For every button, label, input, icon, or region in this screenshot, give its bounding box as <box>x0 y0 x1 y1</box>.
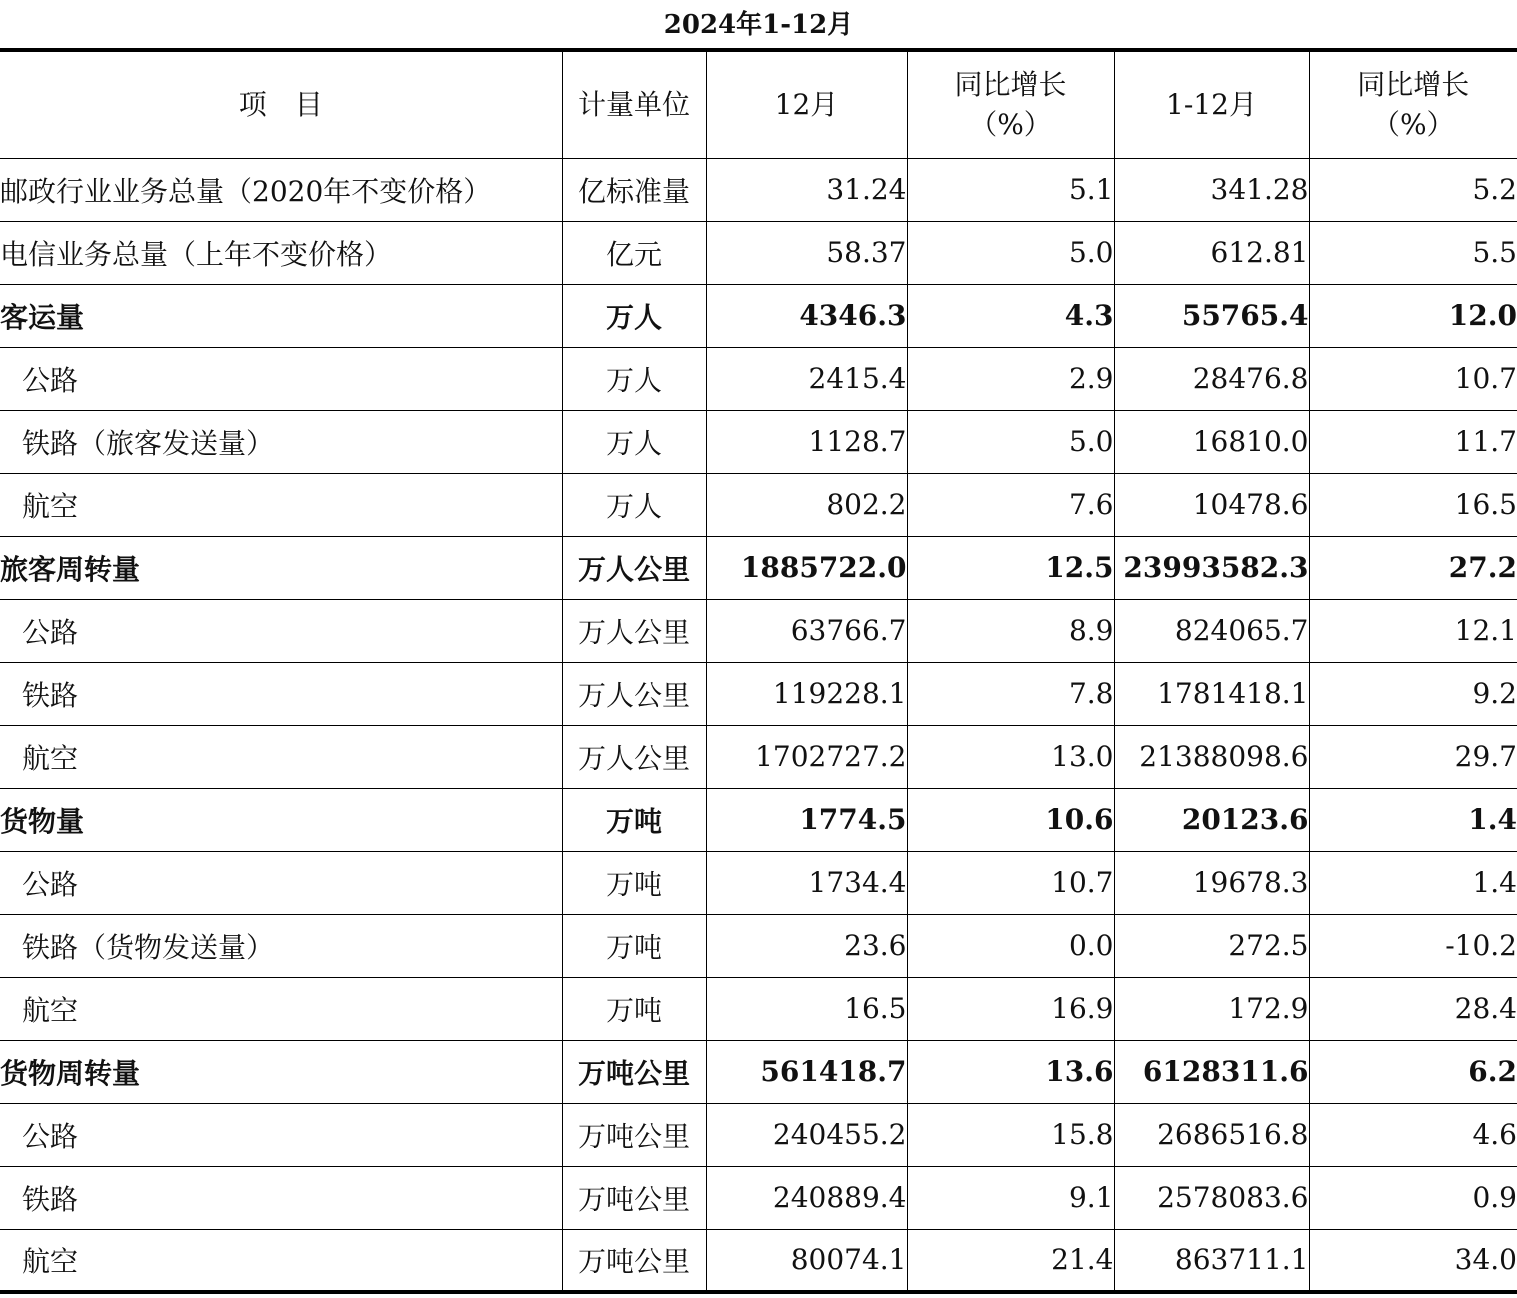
cell-dec: 240455.2 <box>706 1103 907 1166</box>
cell-unit: 万人 <box>562 473 706 536</box>
cell-ytd-yoy: 28.4 <box>1309 977 1517 1040</box>
cell-item: 邮政行业业务总量（2020年不变价格） <box>0 158 562 221</box>
cell-item: 铁路 <box>0 1166 562 1229</box>
cell-unit: 万吨公里 <box>562 1040 706 1103</box>
cell-unit: 万吨 <box>562 788 706 851</box>
cell-dec-yoy: 16.9 <box>907 977 1114 1040</box>
cell-ytd-yoy: 9.2 <box>1309 662 1517 725</box>
cell-unit: 万吨 <box>562 977 706 1040</box>
cell-ytd-yoy: 12.1 <box>1309 599 1517 662</box>
cell-ytd: 863711.1 <box>1114 1229 1309 1292</box>
cell-ytd-yoy: 6.2 <box>1309 1040 1517 1103</box>
cell-ytd: 19678.3 <box>1114 851 1309 914</box>
header-ytd-yoy-line1: 同比增长 <box>1357 67 1470 101</box>
cell-item: 铁路（货物发送量） <box>0 914 562 977</box>
cell-ytd-yoy: 34.0 <box>1309 1229 1517 1292</box>
cell-dec-yoy: 12.5 <box>907 536 1114 599</box>
table-row <box>0 977 1517 1040</box>
cell-dec: 240889.4 <box>706 1166 907 1229</box>
table-row <box>0 473 1517 536</box>
cell-item: 航空 <box>0 1229 562 1292</box>
cell-ytd: 2686516.8 <box>1114 1103 1309 1166</box>
cell-dec-yoy: 15.8 <box>907 1103 1114 1166</box>
cell-unit: 万人 <box>562 347 706 410</box>
table-row <box>0 1166 1517 1229</box>
header-dec-yoy-line2: （%） <box>969 107 1052 141</box>
cell-ytd: 10478.6 <box>1114 473 1309 536</box>
cell-dec-yoy: 8.9 <box>907 599 1114 662</box>
cell-ytd-yoy: 12.0 <box>1309 284 1517 347</box>
cell-dec: 23.6 <box>706 914 907 977</box>
cell-ytd-yoy: -10.2 <box>1309 914 1517 977</box>
cell-dec-yoy: 13.0 <box>907 725 1114 788</box>
cell-ytd: 6128311.6 <box>1114 1040 1309 1103</box>
cell-ytd: 55765.4 <box>1114 284 1309 347</box>
header-dec-yoy <box>907 50 1114 158</box>
statistics-table <box>0 48 1517 1294</box>
cell-ytd: 824065.7 <box>1114 599 1309 662</box>
cell-dec: 63766.7 <box>706 599 907 662</box>
cell-dec: 1702727.2 <box>706 725 907 788</box>
cell-ytd: 612.81 <box>1114 221 1309 284</box>
cell-item: 电信业务总量（上年不变价格） <box>0 221 562 284</box>
cell-ytd: 20123.6 <box>1114 788 1309 851</box>
table-row <box>0 725 1517 788</box>
table-row <box>0 536 1517 599</box>
cell-dec: 16.5 <box>706 977 907 1040</box>
cell-item: 铁路 <box>0 662 562 725</box>
cell-ytd-yoy: 10.7 <box>1309 347 1517 410</box>
cell-ytd-yoy: 5.5 <box>1309 221 1517 284</box>
header-dec <box>706 50 907 158</box>
cell-dec-yoy: 21.4 <box>907 1229 1114 1292</box>
cell-ytd-yoy: 16.5 <box>1309 473 1517 536</box>
cell-item: 航空 <box>0 725 562 788</box>
cell-dec-yoy: 2.9 <box>907 347 1114 410</box>
header-dec-label: 12月 <box>774 87 839 121</box>
cell-dec-yoy: 5.0 <box>907 221 1114 284</box>
cell-ytd: 341.28 <box>1114 158 1309 221</box>
cell-dec-yoy: 7.6 <box>907 473 1114 536</box>
cell-dec: 119228.1 <box>706 662 907 725</box>
cell-dec-yoy: 10.6 <box>907 788 1114 851</box>
table-row <box>0 599 1517 662</box>
header-item <box>0 50 562 158</box>
cell-dec-yoy: 0.0 <box>907 914 1114 977</box>
cell-ytd-yoy: 27.2 <box>1309 536 1517 599</box>
header-ytd <box>1114 50 1309 158</box>
table-row <box>0 1103 1517 1166</box>
cell-unit: 万吨公里 <box>562 1229 706 1292</box>
cell-dec: 31.24 <box>706 158 907 221</box>
table-row <box>0 158 1517 221</box>
cell-unit: 万吨公里 <box>562 1166 706 1229</box>
table-row <box>0 221 1517 284</box>
cell-ytd-yoy: 1.4 <box>1309 788 1517 851</box>
cell-unit: 亿标准量 <box>562 158 706 221</box>
cell-dec: 561418.7 <box>706 1040 907 1103</box>
table-row <box>0 1040 1517 1103</box>
cell-unit: 万吨公里 <box>562 1103 706 1166</box>
table-caption: 2024年1-12月 <box>663 10 854 40</box>
cell-ytd-yoy: 1.4 <box>1309 851 1517 914</box>
cell-ytd: 172.9 <box>1114 977 1309 1040</box>
cell-item: 公路 <box>0 599 562 662</box>
cell-ytd-yoy: 0.9 <box>1309 1166 1517 1229</box>
cell-item: 铁路（旅客发送量） <box>0 410 562 473</box>
table-row <box>0 914 1517 977</box>
cell-dec: 80074.1 <box>706 1229 907 1292</box>
cell-unit: 万人 <box>562 410 706 473</box>
table-header <box>0 50 1517 158</box>
cell-ytd-yoy: 11.7 <box>1309 410 1517 473</box>
table-row <box>0 347 1517 410</box>
header-ytd-label: 1-12月 <box>1166 87 1257 121</box>
cell-item: 公路 <box>0 347 562 410</box>
cell-dec-yoy: 13.6 <box>907 1040 1114 1103</box>
cell-unit: 万人公里 <box>562 662 706 725</box>
cell-dec: 1885722.0 <box>706 536 907 599</box>
cell-ytd: 2578083.6 <box>1114 1166 1309 1229</box>
table-body <box>0 158 1517 1292</box>
header-row <box>0 50 1517 158</box>
cell-item: 货物周转量 <box>0 1040 562 1103</box>
header-unit-label: 计量单位 <box>577 87 690 121</box>
cell-dec-yoy: 5.0 <box>907 410 1114 473</box>
cell-dec-yoy: 7.8 <box>907 662 1114 725</box>
cell-dec-yoy: 4.3 <box>907 284 1114 347</box>
cell-dec: 2415.4 <box>706 347 907 410</box>
header-ytd-yoy-line2: （%） <box>1371 107 1455 141</box>
cell-ytd: 21388098.6 <box>1114 725 1309 788</box>
cell-dec-yoy: 5.1 <box>907 158 1114 221</box>
cell-ytd-yoy: 29.7 <box>1309 725 1517 788</box>
cell-dec-yoy: 9.1 <box>907 1166 1114 1229</box>
cell-dec: 1734.4 <box>706 851 907 914</box>
cell-unit: 万吨 <box>562 914 706 977</box>
cell-dec: 1128.7 <box>706 410 907 473</box>
table-row <box>0 410 1517 473</box>
cell-unit: 万吨 <box>562 851 706 914</box>
cell-item: 旅客周转量 <box>0 536 562 599</box>
cell-unit: 万人公里 <box>562 599 706 662</box>
header-ytd-yoy <box>1309 50 1517 158</box>
cell-item: 公路 <box>0 1103 562 1166</box>
cell-dec: 4346.3 <box>706 284 907 347</box>
cell-dec: 802.2 <box>706 473 907 536</box>
table-row <box>0 1229 1517 1292</box>
cell-unit: 万人公里 <box>562 536 706 599</box>
cell-item: 客运量 <box>0 284 562 347</box>
cell-ytd: 16810.0 <box>1114 410 1309 473</box>
cell-ytd: 23993582.3 <box>1114 536 1309 599</box>
cell-dec: 1774.5 <box>706 788 907 851</box>
cell-dec: 58.37 <box>706 221 907 284</box>
cell-ytd-yoy: 5.2 <box>1309 158 1517 221</box>
table-row <box>0 662 1517 725</box>
cell-unit: 万人公里 <box>562 725 706 788</box>
cell-unit: 万人 <box>562 284 706 347</box>
cell-ytd-yoy: 4.6 <box>1309 1103 1517 1166</box>
header-item-label: 项 目 <box>238 87 323 121</box>
table-row <box>0 851 1517 914</box>
header-unit <box>562 50 706 158</box>
cell-item: 公路 <box>0 851 562 914</box>
cell-item: 货物量 <box>0 788 562 851</box>
table-row <box>0 788 1517 851</box>
cell-ytd: 28476.8 <box>1114 347 1309 410</box>
table-row <box>0 284 1517 347</box>
cell-dec-yoy: 10.7 <box>907 851 1114 914</box>
header-dec-yoy-line1: 同比增长 <box>954 67 1067 101</box>
cell-ytd: 1781418.1 <box>1114 662 1309 725</box>
cell-item: 航空 <box>0 473 562 536</box>
cell-unit: 亿元 <box>562 221 706 284</box>
cell-ytd: 272.5 <box>1114 914 1309 977</box>
cell-item: 航空 <box>0 977 562 1040</box>
